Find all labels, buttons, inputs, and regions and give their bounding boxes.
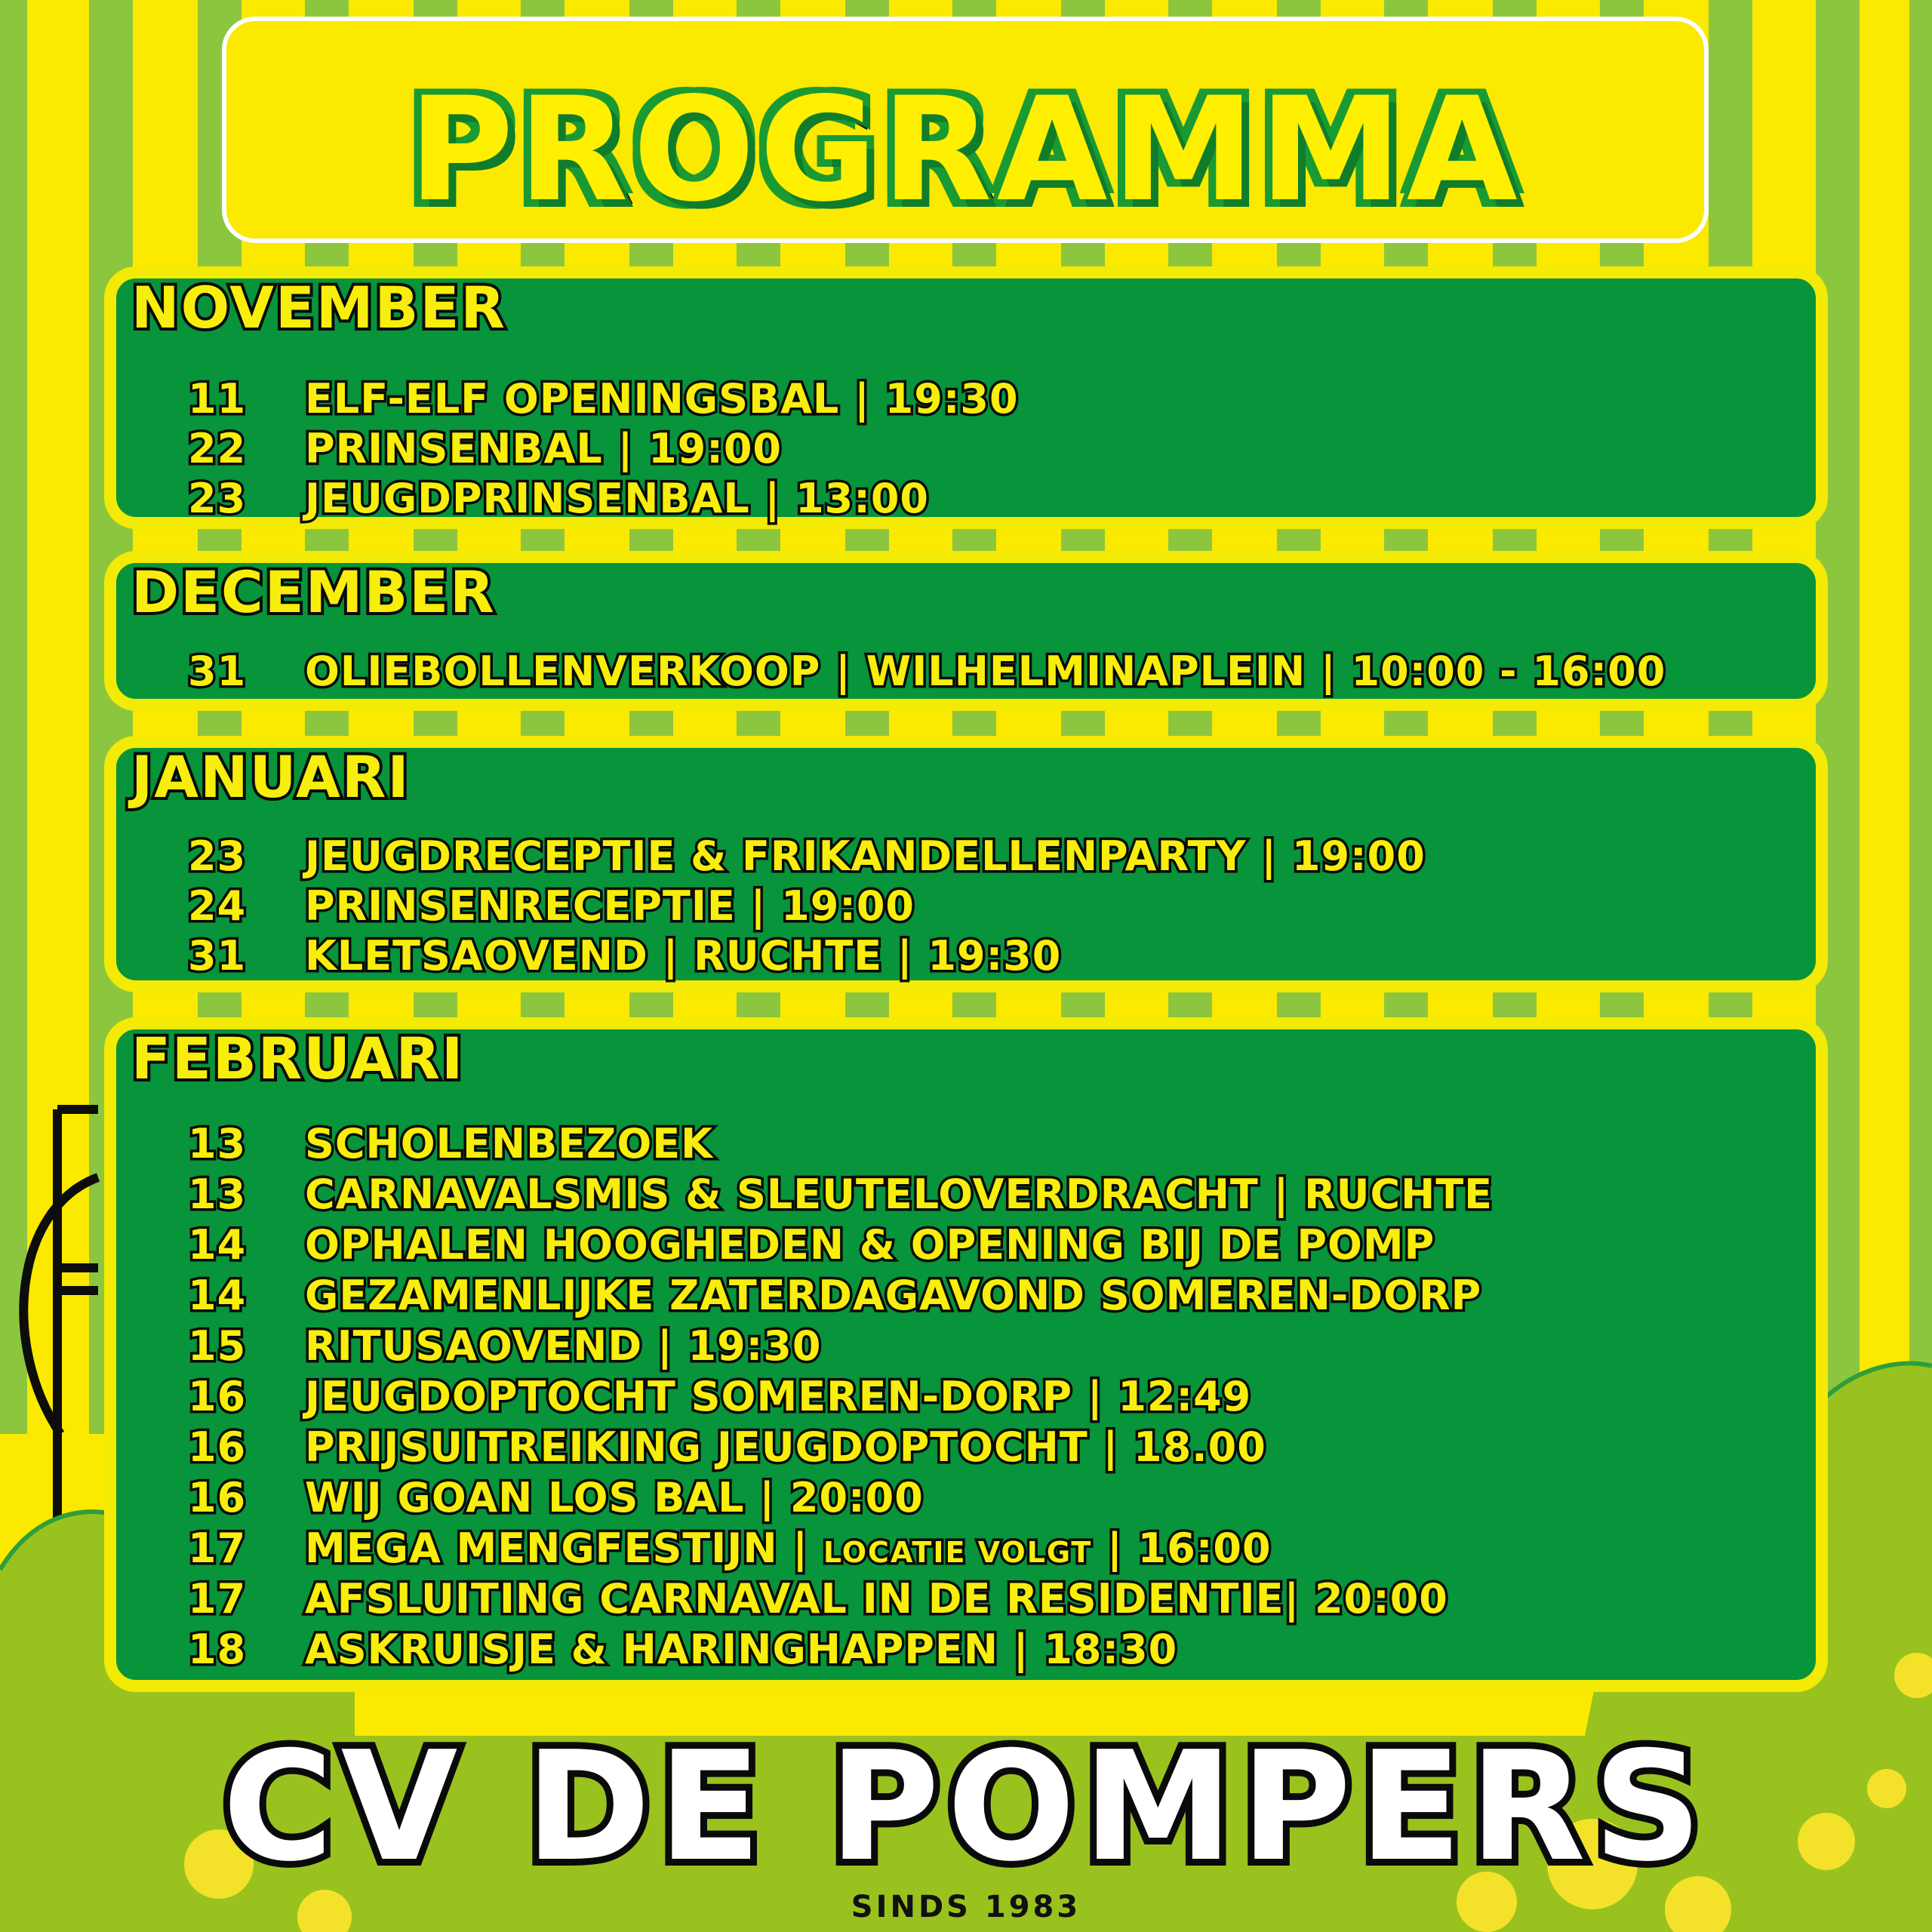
month-name: DECEMBER	[131, 558, 496, 626]
event-text: JEUGDPRINSENBAL | 13:00	[305, 475, 929, 522]
month-name: NOVEMBER	[131, 274, 506, 341]
event-text: GEZAMENLIJKE ZATERDAGAVOND SOMEREN-DORP	[305, 1272, 1482, 1319]
event-text: PRINSENBAL | 19:00	[305, 425, 782, 472]
event-day: 31	[188, 648, 247, 695]
month-name: FEBRUARI	[131, 1025, 465, 1092]
event-day: 15	[188, 1322, 247, 1370]
event-text: ASKRUISJE & HARINGHAPPEN | 18:30	[305, 1626, 1178, 1673]
event-text: OLIEBOLLENVERKOOP | WILHELMINAPLEIN | 10:00 - 16:00	[305, 648, 1666, 695]
month-box-januari	[104, 736, 1828, 992]
event-day: 22	[188, 425, 247, 472]
event-day: 23	[188, 832, 247, 880]
event-text: WIJ GOAN LOS BAL | 20:00	[305, 1474, 924, 1521]
event-day: 16	[188, 1474, 247, 1521]
event-text: JEUGDOPTOCHT SOMEREN-DORP | 12:49	[305, 1373, 1252, 1420]
event-text: AFSLUITING CARNAVAL IN DE RESIDENTIE| 20:00	[305, 1575, 1448, 1623]
event-day: 11	[188, 375, 247, 423]
event-text: JEUGDRECEPTIE & FRIKANDELLENPARTY | 19:00	[305, 832, 1426, 880]
event-day: 18	[188, 1626, 247, 1673]
event-text: PRINSENRECEPTIE | 19:00	[305, 882, 915, 930]
event-text-part: MEGA MENGFESTIJN |	[305, 1524, 823, 1572]
page-title: PROGRAMMA	[408, 66, 1522, 233]
event-text	[305, 1524, 1272, 1572]
event-text: KLETSAOVEND | RUCHTE | 19:30	[305, 932, 1062, 980]
event-text: ELF-ELF OPENINGSBAL | 19:30	[305, 375, 1019, 423]
month-box-november	[104, 266, 1828, 529]
event-day: 17	[188, 1575, 247, 1623]
title-banner	[222, 17, 1709, 243]
since-year: SINDS 1983	[851, 1890, 1081, 1924]
event-day: 23	[188, 475, 247, 522]
brand-logo-text: CV DE POMPERS	[222, 1719, 1710, 1895]
event-day: 14	[188, 1221, 247, 1269]
event-day: 13	[188, 1171, 247, 1218]
event-day: 24	[188, 882, 247, 930]
event-location-note: LOCATIE VOLGT	[823, 1536, 1093, 1569]
event-day: 13	[188, 1120, 247, 1168]
event-text: SCHOLENBEZOEK	[305, 1120, 713, 1168]
event-text: PRIJSUITREIKING JEUGDOPTOCHT | 18.00	[305, 1423, 1266, 1471]
event-text-part: | 16:00	[1092, 1524, 1272, 1572]
month-name: JANUARI	[131, 743, 411, 811]
event-day: 16	[188, 1423, 247, 1471]
month-box-december	[104, 551, 1828, 711]
month-box-februari	[104, 1017, 1828, 1692]
event-day: 14	[188, 1272, 247, 1319]
event-text: RITUSAOVEND | 19:30	[305, 1322, 822, 1370]
event-day: 31	[188, 932, 247, 980]
event-text: OPHALEN HOOGHEDEN & OPENING BIJ DE POMP	[305, 1221, 1435, 1269]
event-text: CARNAVALSMIS & SLEUTELOVERDRACHT | RUCHTE	[305, 1171, 1494, 1218]
event-day: 17	[188, 1524, 247, 1572]
event-day: 16	[188, 1373, 247, 1420]
